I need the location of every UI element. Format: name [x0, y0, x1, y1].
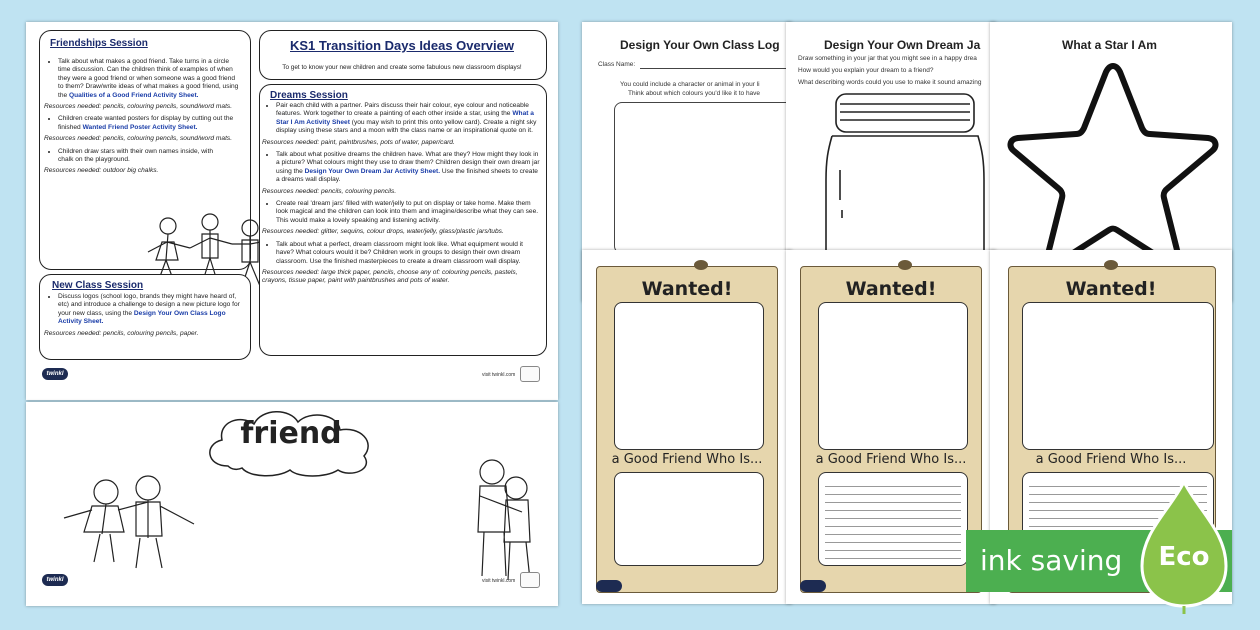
good-friend-label-1: a Good Friend Who Is... — [611, 452, 763, 467]
dreams-resources-3: Resources needed: glitter, sequins, colour drops, water/jelly, glass/plastic jars/tubs. — [262, 228, 504, 236]
new-class-bullet-1: • Discuss logos (school logo, brands they might have heard of, etc) and introduce a challenge to design a new picture logo for your new class, using the Design Your Own Class Logo Activity Sheet. — [58, 293, 242, 327]
wanted-title-3: Wanted! — [1065, 278, 1157, 300]
overview-subtitle: To get to know your new children and create some fabulous new classroom displays! — [282, 64, 522, 71]
friendships-resources-3: Resources needed: outdoor big chalks. — [44, 167, 159, 175]
class-logo-title: Design Your Own Class Log — [620, 38, 780, 52]
class-logo-line-2: Think about which colours you'd like it to have — [628, 90, 761, 97]
writing-frame-2 — [818, 472, 968, 566]
twinkl-logo-4 — [800, 580, 826, 592]
dreams-bullet-1: • Pair each child with a partner. Pairs discuss their hair colour, eye colour and noticeable features. Work together to create a painting of each other inside a star, using the What a Star I Am Activity Sheet (you may wish to print this onto yellow card). Create a night sky display using these stars and a moon with the class name or an inspirational quote on it. — [276, 102, 540, 136]
friendships-resources-2: Resources needed: pencils, colouring pencils, sound/word mats. — [44, 135, 233, 143]
writing-lines-2 — [825, 479, 961, 559]
friendships-bullet-2: • Children create wanted posters for display by cutting out the finished Wanted Friend Poster Activity Sheet. — [58, 115, 242, 132]
new-class-resources: Resources needed: pencils, colouring pencils, paper. — [44, 329, 199, 337]
eco-label: Eco — [1158, 542, 1210, 572]
wanted-poster-sheet-1 — [582, 250, 792, 604]
visit-url: visit twinkl.com — [482, 372, 516, 378]
dreams-resources-1: Resources needed: paint, paintbrushes, pots of water, paper/card. — [262, 138, 455, 146]
class-name-label: Class Name: — [598, 61, 636, 68]
friends-illustration-left — [44, 472, 214, 572]
dreams-bullet-4: • Talk about what a perfect, dream classroom might look like. What equipment would it have? What colours would it be? Children work in groups to design their own dream classroom. Use the finished masterpieces to create a dream classroom wall display. — [276, 241, 540, 266]
wanted-poster-sheet-2 — [786, 250, 996, 604]
friend-card-sheet — [26, 402, 558, 606]
dreams-bullet-2: • Talk about what positive dreams the children have. What are they? How might they look in a picture? What colours might they use to draw them? Children design their own dream jar using the Design Your Own Dream Jar Activity Sheet. Use the finished sheets to create a dreams wall display. — [276, 151, 540, 185]
friendships-bullet-3: • Children draw stars with their own names inside, with chalk on the playground. — [58, 148, 218, 165]
friends-illustration-right — [466, 452, 546, 592]
dreams-resources-2: Resources needed: pencils, colouring pencils. — [262, 187, 397, 195]
visit-url-2: visit twinkl.com — [482, 578, 516, 584]
dream-jar-line-2: How would you explain your dream to a friend? — [798, 67, 934, 74]
quality-stamp-icon-2 — [520, 572, 540, 588]
friend-word: friend — [240, 416, 342, 451]
logo-drawing-area — [614, 102, 792, 254]
dream-jar-line-3: What describing words could you use to make it sound amazing — [798, 79, 982, 86]
wanted-title-2: Wanted! — [845, 278, 937, 300]
wanted-title-1: Wanted! — [641, 278, 733, 300]
overview-title: KS1 Transition Days Ideas Overview — [290, 38, 514, 53]
good-friend-label-3: a Good Friend Who Is... — [1035, 452, 1187, 467]
star-title: What a Star I Am — [1062, 38, 1157, 52]
friendships-resources-1: Resources needed: pencils, colouring pencils, sound/word mats. — [44, 103, 233, 111]
photo-frame-2 — [818, 302, 968, 450]
overview-sheet — [26, 22, 558, 400]
new-class-text — [44, 293, 242, 342]
pin-icon-2 — [898, 260, 912, 270]
new-class-heading: New Class Session — [52, 280, 144, 291]
quality-stamp-icon — [520, 366, 540, 382]
twinkl-logo-3 — [596, 580, 622, 592]
twinkl-logo: twinkl — [42, 368, 68, 380]
good-friend-label-2: a Good Friend Who Is... — [815, 452, 967, 467]
pin-icon-3 — [1104, 260, 1118, 270]
photo-frame-3 — [1022, 302, 1214, 450]
friendships-bullet-1: • Talk about what makes a good friend. Take turns in a circle time discussion. Can the children think of examples of when they were a good friend or when someone was a good friend to them? Draw/write ideas of what makes a good friend, using the Qualities of a Good Friend Activity Sheet. — [58, 58, 242, 100]
twinkl-logo-2: twinkl — [42, 574, 68, 586]
ink-saving-label: ink saving — [980, 544, 1123, 577]
star-outline-icon — [1002, 62, 1224, 272]
writing-frame-1 — [614, 472, 764, 566]
class-name-line — [640, 68, 790, 69]
dream-jar-title: Design Your Own Dream Ja — [824, 38, 981, 52]
photo-frame-1 — [614, 302, 764, 450]
class-logo-line-1: You could include a character or animal in your li — [620, 81, 760, 88]
friendships-heading: Friendships Session — [50, 38, 148, 49]
friendships-text — [44, 58, 242, 180]
dreams-bullet-3: • Create real 'dream jars' filled with water/jelly to put on display or take home. Make them look magical and the children can look into them and imagine/describe what they can see. This would make a lovely speaking and listening activity. — [276, 200, 540, 225]
dreams-text — [262, 102, 540, 290]
dreams-resources-4: Resources needed: large thick paper, pencils, choose any of: colouring pencils, pastels, crayons, tissue paper, paint with paintbrushes and pots of water. — [262, 268, 518, 285]
pin-icon-1 — [694, 260, 708, 270]
dreams-heading: Dreams Session — [270, 90, 348, 101]
dream-jar-line-1: Draw something in your jar that you might see in a happy drea — [798, 55, 977, 62]
